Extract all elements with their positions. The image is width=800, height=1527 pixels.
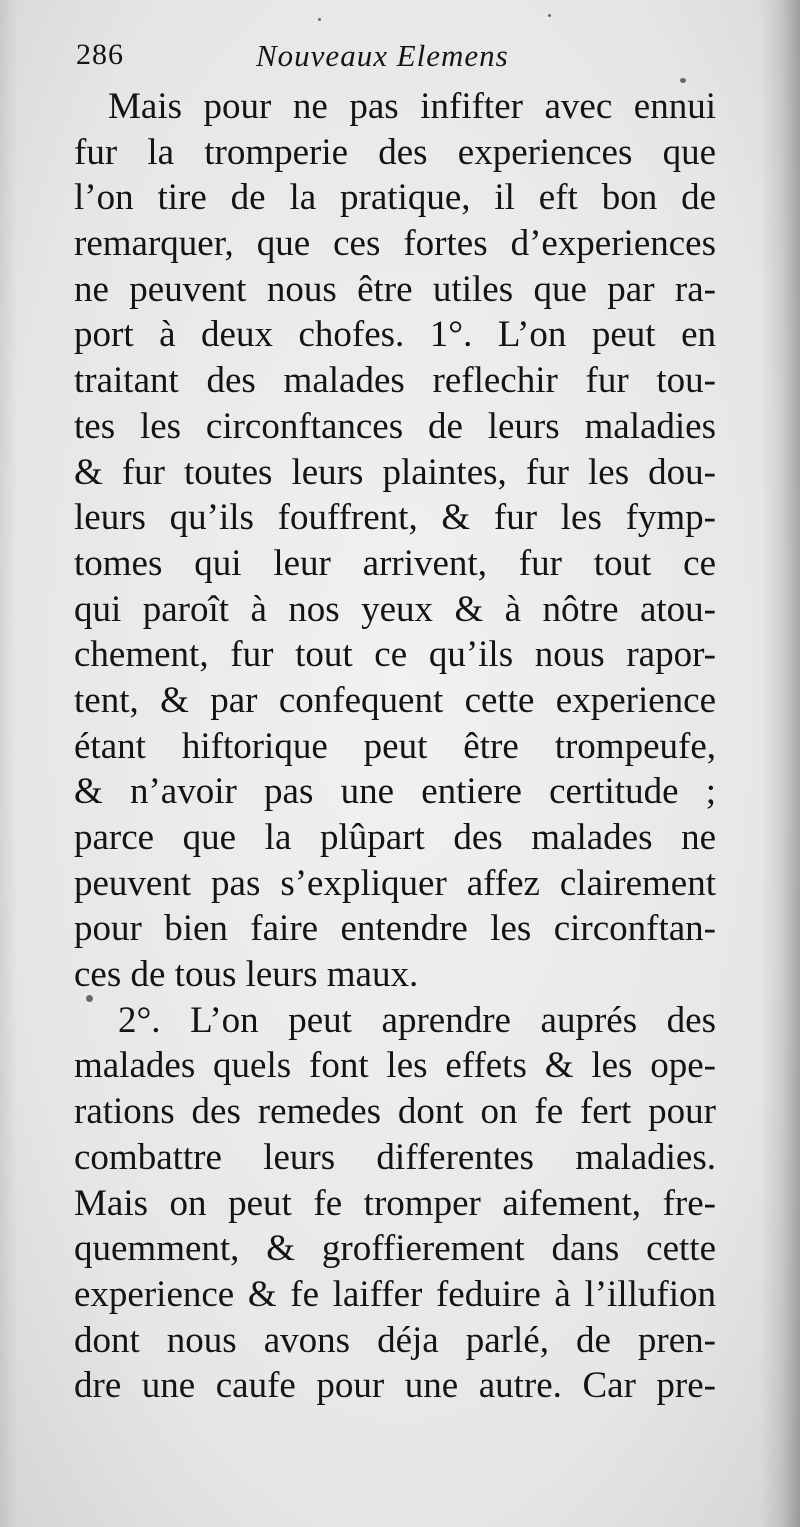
text-line: fur la tromperie des experiences que	[74, 131, 716, 173]
text-line: combattre leurs differentes maladies.	[74, 1136, 716, 1178]
text-line: tent, & par confequent cette experience	[74, 679, 716, 721]
text-line: quemment, & groffierement dans cette	[74, 1228, 716, 1270]
ink-speck	[86, 995, 93, 1002]
text-line: qui paroît à nos yeux & à nôtre atou-	[74, 588, 716, 630]
text-line: rations des remedes dont on fe fert pour	[74, 1091, 716, 1133]
text-line: ne peuvent nous être utiles que par ra-	[74, 268, 716, 310]
text-line: & n’avoir pas une entiere certitude ;	[74, 771, 716, 813]
text-line: port à deux chofes. 1°. L’on peut en	[74, 314, 716, 356]
text-line: étant hiftorique peut être trompeufe,	[74, 725, 716, 767]
text-line: Mais pour ne pas infifter avec ennui	[108, 86, 716, 127]
text-line: parce que la plûpart des malades ne	[74, 817, 716, 858]
text-line: experience & fe laiffer feduire à l’illufion	[74, 1273, 716, 1315]
text-line: dre une caufe pour une autre. Car pre-	[74, 1365, 716, 1407]
ink-speck	[318, 18, 321, 21]
text-line: Mais on peut fe tromper aifement, fre-	[74, 1182, 716, 1224]
text-line: dont nous avons déja parlé, de pren-	[74, 1319, 716, 1361]
text-line: remarquer, que ces fortes d’experiences	[74, 223, 716, 265]
gutter-shadow	[760, 0, 800, 1527]
text-line: ces de tous leurs maux.	[74, 954, 419, 996]
text-line: leurs qu’ils fouffrent, & fur les fymp-	[74, 497, 716, 539]
page-edge-shadow	[0, 0, 18, 1527]
text-line: tomes qui leur arrivent, fur tout ce	[74, 542, 716, 584]
ink-speck	[680, 78, 686, 83]
running-title: Nouveaux Elemens	[256, 38, 509, 73]
page-number: 286	[76, 38, 124, 71]
text-line: 2°. L’on peut aprendre auprés des	[118, 999, 716, 1041]
text-line: pour bien faire entendre les circonftan-	[74, 908, 716, 950]
text-line: & fur toutes leurs plaintes, fur les dou-	[74, 451, 716, 493]
text-line: malades quels font les effets & les ope-	[74, 1045, 716, 1087]
text-line: chement, fur tout ce qu’ils nous rapor-	[74, 634, 716, 676]
body-text	[74, 84, 716, 1409]
text-line: l’on tire de la pratique, il eft bon de	[74, 177, 716, 219]
text-line: peuvent pas s’expliquer affez clairement	[74, 862, 716, 904]
text-line: traitant des malades reflechir fur tou-	[74, 360, 716, 402]
ink-speck	[548, 14, 551, 17]
text-line: tes les circonftances de leurs maladies	[74, 405, 716, 447]
page-header	[76, 38, 736, 88]
